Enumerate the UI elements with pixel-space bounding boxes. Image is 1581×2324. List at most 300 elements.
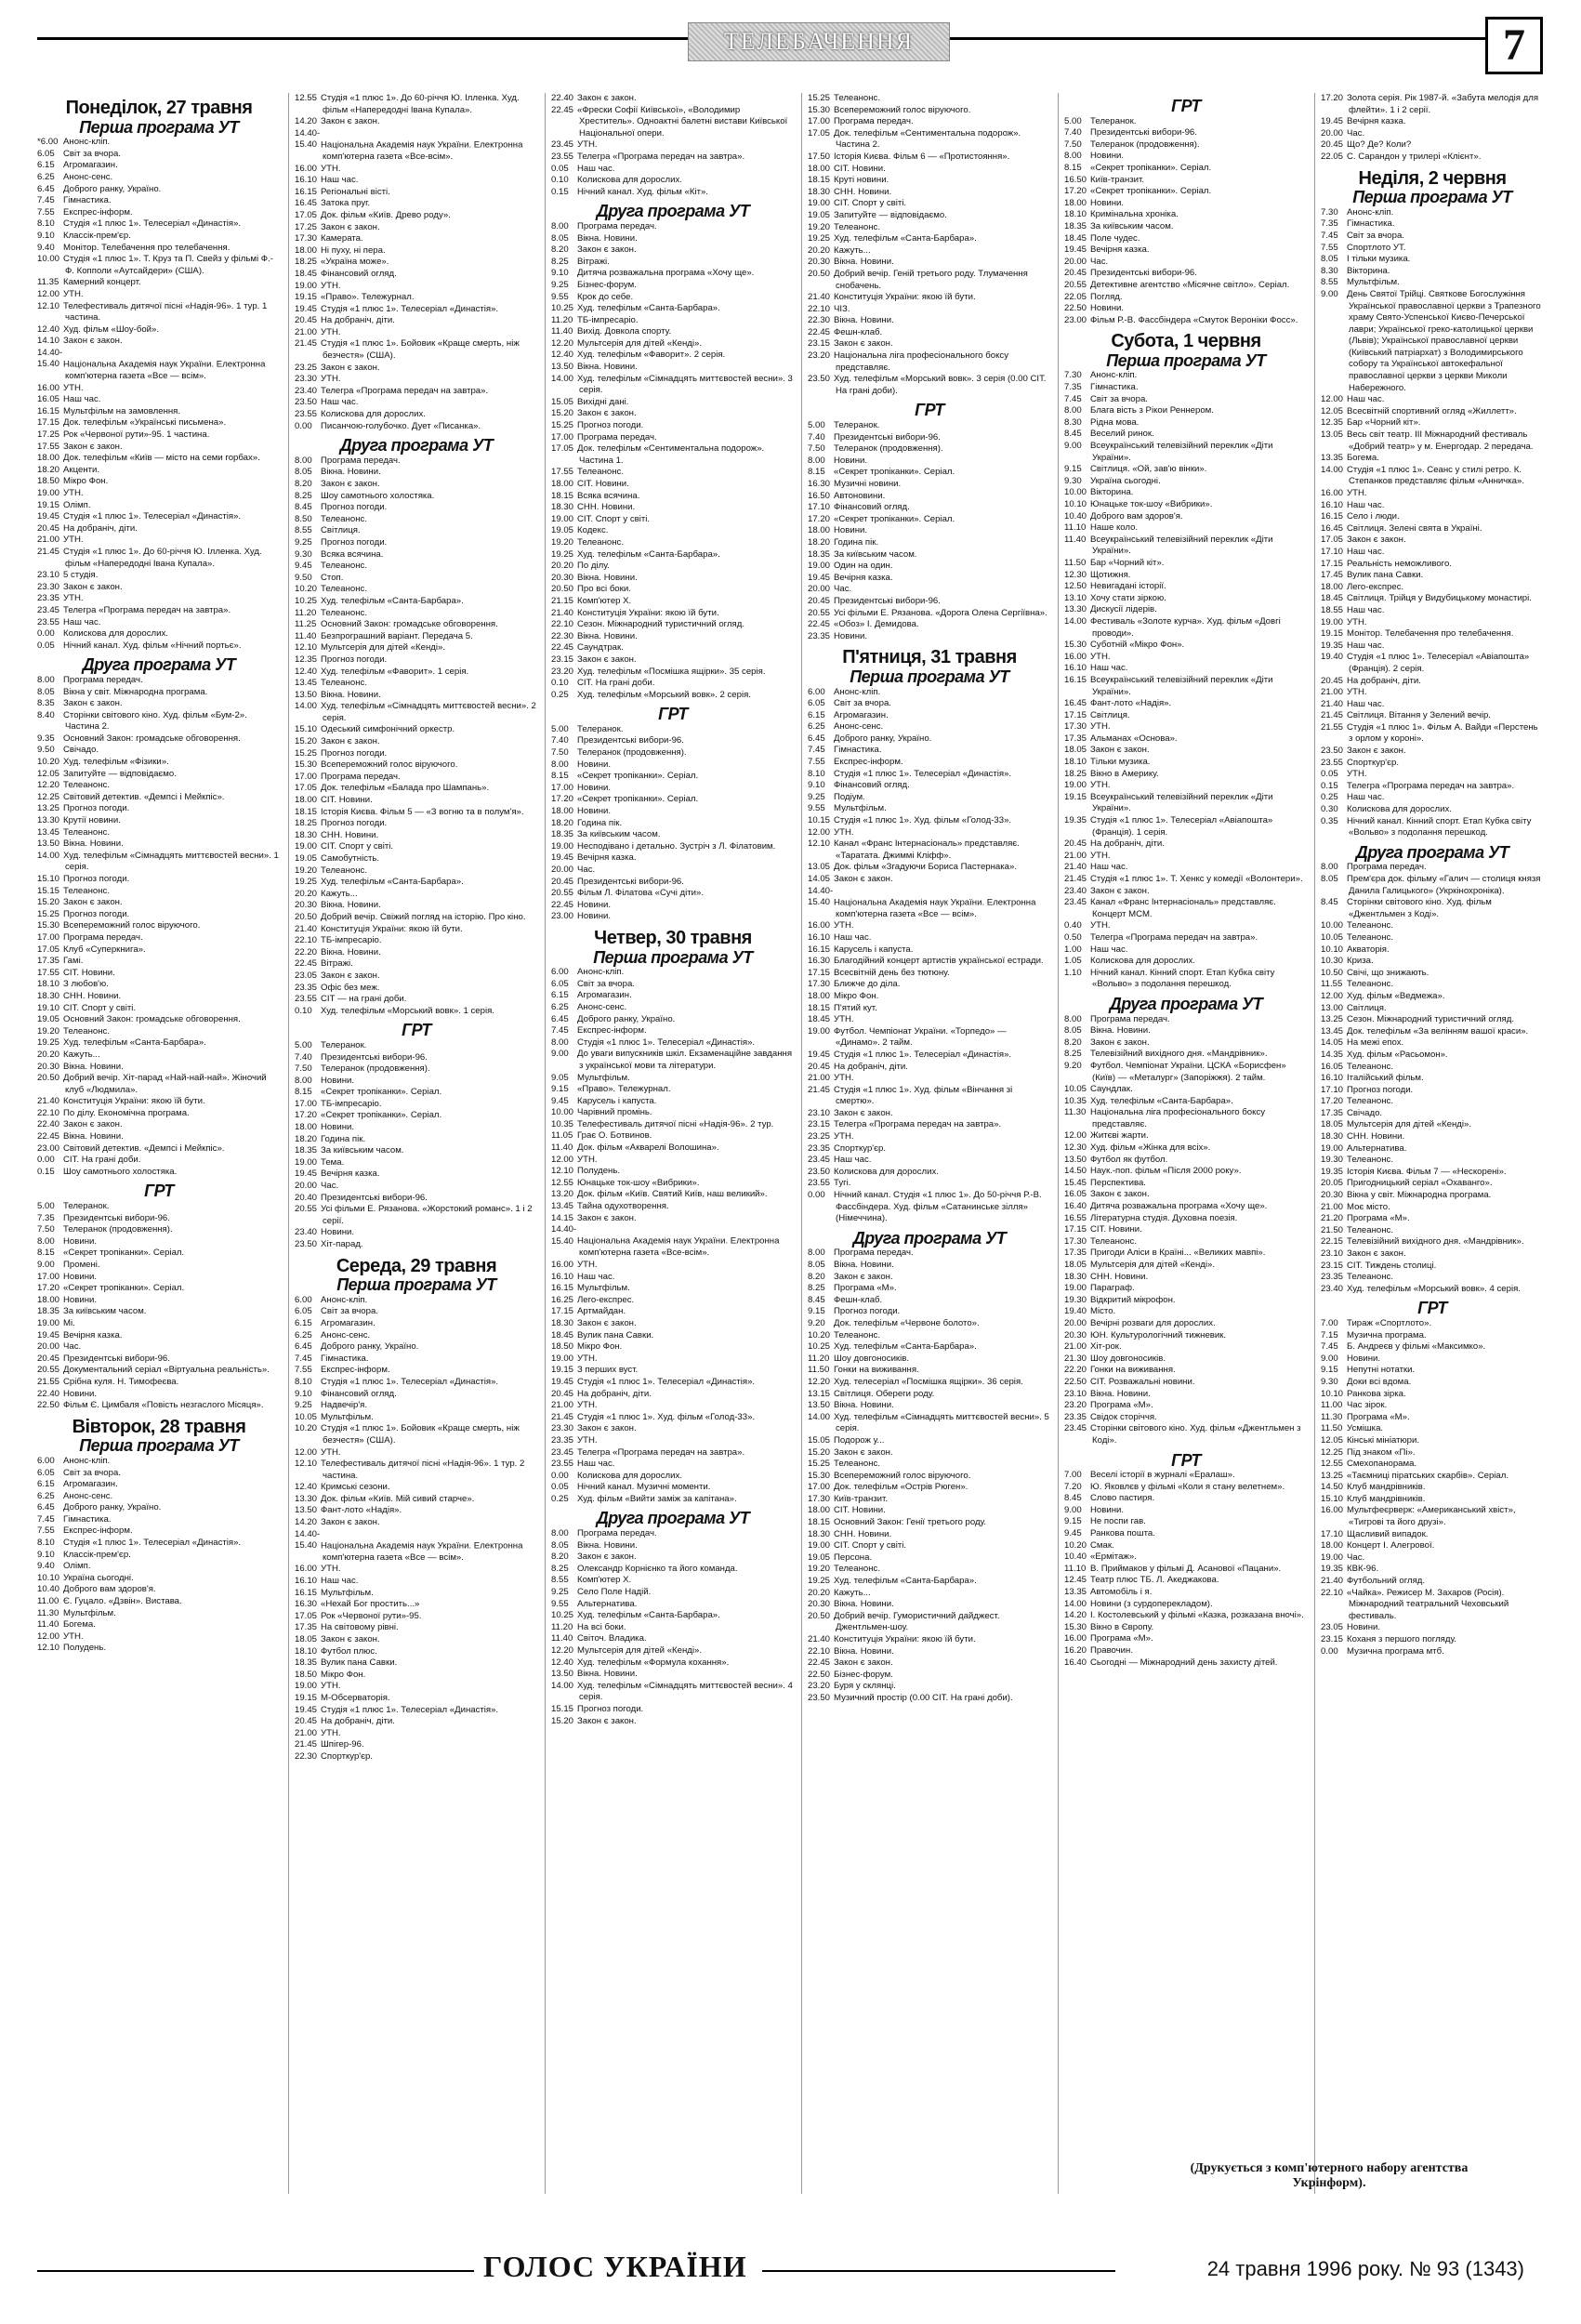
entry-title: Вікна. Новини. (321, 689, 381, 700)
entry-title: Камерний концерт. (63, 277, 141, 288)
schedule-entry (37, 172, 281, 184)
entry-title: Кажуть... (834, 244, 871, 256)
entry-time: 21.55 (1321, 721, 1344, 733)
schedule-entry (551, 408, 795, 420)
schedule-entry (37, 336, 281, 348)
schedule-entry (1064, 499, 1308, 511)
entry-time: 20.30 (808, 1599, 831, 1610)
schedule-entry (551, 1037, 795, 1050)
entry-title: Програма передач. (1090, 1013, 1170, 1024)
entry-title: Доброго ранку, Україно. (63, 183, 162, 194)
entry-time: 23.50 (1321, 746, 1344, 757)
entry-time: 16.05 (37, 394, 60, 405)
entry-time: 16.15 (1321, 511, 1344, 522)
schedule-entry (295, 807, 538, 819)
schedule-entry (1064, 1248, 1308, 1260)
schedule-entry (808, 1306, 1051, 1318)
entry-title: Анонс-сенс. (577, 1001, 627, 1012)
entry-title: Конституція України: якою їй бути. (834, 292, 976, 303)
schedule-entry (37, 488, 281, 500)
entry-title: Док. фільм «Київ. Мій сивий старче». (321, 1493, 475, 1504)
entry-title: Фільм Є. Цимбаля «Повість незгаслого Місяця». (63, 1400, 264, 1411)
schedule-entry (551, 338, 795, 350)
entry-time: 12.20 (551, 1645, 574, 1656)
schedule-entry (551, 1201, 795, 1213)
entry-time: 0.10 (551, 175, 569, 186)
schedule-entry (1064, 570, 1308, 582)
schedule-entry (295, 994, 538, 1006)
entry-title: СНН. Новини. (63, 990, 122, 1001)
entry-title: Вікно в Європу. (1090, 1621, 1154, 1632)
entry-title: Студія «1 плюс 1». Бойовик «Краще смерть, ніж безчестя» (США). (321, 1423, 520, 1446)
entry-time: 6.00 (295, 1294, 312, 1305)
entry-title: І. Костолевський у фільмі «Казка, розказана вночі». (1090, 1610, 1304, 1621)
entry-title: Закон є закон. (321, 479, 380, 489)
entry-time: 14.40-15.40 (295, 127, 321, 151)
entry-title: Програма передач. (577, 1528, 657, 1539)
schedule-entry (37, 1468, 281, 1480)
entry-time: 16.15 (551, 1283, 574, 1294)
entry-time: 15.15 (551, 1703, 574, 1714)
entry-time: 9.45 (295, 561, 312, 572)
schedule-entry (551, 1400, 795, 1412)
schedule-entry (1064, 476, 1308, 488)
entry-title: Світовий детектив. «Демпсі і Мейкпіс». (63, 1142, 225, 1154)
entry-time: 18.00 (808, 1505, 831, 1516)
entry-time: 22.10 (551, 619, 574, 630)
issue-date: 24 травня 1996 року. № 93 (1343) (1206, 2257, 1524, 2280)
entry-time: 13.25 (37, 803, 60, 814)
entry-time: 8.00 (1064, 405, 1082, 416)
entry-time: 6.15 (37, 160, 55, 171)
schedule-entry (551, 537, 795, 549)
schedule-entry (551, 1341, 795, 1353)
entry-title: УТН. (1347, 616, 1367, 627)
schedule-entry (37, 1260, 281, 1272)
entry-time: 7.35 (37, 1212, 55, 1223)
entry-time: 20.55 (808, 607, 831, 618)
entry-time: 10.30 (1321, 956, 1344, 967)
entry-time: 23.10 (1064, 1388, 1087, 1399)
schedule-entry (295, 467, 538, 479)
entry-time: 16.40 (1064, 1657, 1087, 1668)
schedule-entry (295, 1318, 538, 1330)
entry-time: 23.50 (808, 1166, 831, 1177)
entry-title: Дискусії лідерів. (1090, 604, 1157, 615)
entry-title: Прогноз погоди. (63, 874, 130, 884)
entry-title: Закон є закон. (63, 698, 123, 709)
schedule-entry (808, 432, 1051, 444)
entry-title: Наш час. (1347, 546, 1385, 557)
schedule-entry (37, 593, 281, 605)
entry-title: Наш час. (577, 1459, 615, 1470)
schedule-entry (295, 187, 538, 199)
entry-title: Офіс без меж. (321, 982, 380, 993)
entry-title: Тугі. (834, 1178, 851, 1189)
schedule-entry (808, 128, 1051, 152)
entry-time: 9.35 (37, 733, 55, 744)
entry-time: 23.50 (295, 397, 318, 408)
entry-title: УТН. (321, 1727, 341, 1738)
schedule-entry (1321, 1482, 1544, 1494)
schedule-entry (808, 944, 1051, 957)
entry-time: 10.25 (295, 595, 318, 606)
entry-title: Монітор. Телебачення про телебачення. (63, 242, 231, 253)
entry-title: Наш час. (321, 397, 359, 408)
schedule-entry (808, 210, 1051, 222)
entry-time: 8.00 (551, 759, 569, 770)
schedule-entry (808, 350, 1051, 374)
channel-heading: Друга програма УТ (596, 1509, 750, 1528)
entry-title: Камерата. (321, 233, 363, 244)
entry-title: Свічадо. (1347, 1107, 1383, 1118)
schedule-entry (1321, 746, 1544, 758)
entry-title: Наш час. (1090, 663, 1128, 674)
entry-title: Наш час. (577, 163, 615, 174)
entry-title: Худ. телефільм «Санта-Барбара». (577, 548, 720, 560)
entry-time: 16.15 (295, 1587, 318, 1598)
entry-time: 18.00 (551, 479, 574, 489)
entry-title: Футбол плюс. (321, 1645, 377, 1657)
schedule-entry (551, 1528, 795, 1540)
entry-time: 13.50 (808, 1400, 831, 1411)
entry-title: Добрий вечір. Свіжий погляд на історію. Про кіно. (321, 911, 526, 922)
entry-time: 9.00 (1321, 288, 1338, 299)
entry-title: Вікно в Америку. (1090, 768, 1159, 779)
schedule-entry (295, 1204, 538, 1227)
entry-title: Вихідні дані. (577, 396, 629, 407)
schedule-entry (551, 865, 795, 877)
entry-time: 17.00 (295, 771, 318, 782)
schedule-entry (808, 769, 1051, 781)
schedule-entry (295, 584, 538, 596)
entry-title: Закон є закон. (63, 1119, 123, 1130)
entry-title: Програма передач. (63, 931, 143, 943)
schedule-entry (1321, 406, 1544, 418)
schedule-entry (551, 187, 795, 199)
entry-title: Худ. телефільм «Морський вовк». 1 серія. (321, 1005, 494, 1016)
schedule-entry (295, 1076, 538, 1088)
schedule-entry (808, 1295, 1051, 1307)
schedule-entry (295, 1693, 538, 1705)
entry-time: 0.40 (1064, 920, 1082, 931)
schedule-entry (1321, 1236, 1544, 1248)
schedule-entry (808, 608, 1051, 620)
entry-time: 9.25 (295, 536, 312, 548)
entry-title: Телеанонс. (577, 536, 625, 548)
schedule-entry (1321, 266, 1544, 278)
schedule-entry (295, 514, 538, 526)
entry-title: Худ. телефільм «Санта-Барбара». (834, 233, 977, 244)
schedule-entry (1064, 244, 1308, 257)
entry-time: 12.05 (37, 768, 60, 779)
entry-title: Студія «1 плюс 1». Сеанс у стилі ретро. К. Степанков представляє фільм «Анничка». (1347, 464, 1524, 487)
entry-title: Музичні новини. (834, 479, 902, 489)
entry-title: Вікна. Новини. (577, 232, 638, 244)
entry-time: 8.20 (295, 479, 312, 489)
entry-title: Колискова для дорослих. (321, 409, 426, 420)
entry-time: 6.05 (295, 1306, 312, 1317)
entry-time: 18.00 (1321, 1540, 1344, 1552)
schedule-entry (37, 570, 281, 582)
entry-title: Світлиця. Трійця у Видубицькому монастирі. (1347, 593, 1532, 604)
entry-time: 11.40 (1064, 534, 1087, 545)
entry-title: Закон є закон. (834, 338, 893, 350)
entry-time: 17.35 (1064, 733, 1087, 744)
schedule-entry (37, 838, 281, 851)
entry-title: Що? Де? Коли? (1347, 139, 1412, 151)
schedule-entry (295, 525, 538, 537)
entry-title: Щасливий випадок. (1347, 1528, 1429, 1539)
day-heading: Середа, 29 травня (336, 1255, 497, 1276)
entry-time: 20.05 (1321, 1178, 1344, 1189)
schedule-entry (37, 383, 281, 395)
entry-time: 22.50 (37, 1400, 60, 1411)
entry-title: Худ. телефільм «Морський вовк». 3 серія (0.00 СІТ. На грані доби). (834, 374, 1047, 396)
entry-time: 8.00 (1064, 1013, 1082, 1024)
schedule-entry (295, 1681, 538, 1693)
entry-title: Чарівний промінь. (577, 1107, 652, 1118)
entry-title: Мультфільм на замовлення. (63, 405, 181, 416)
schedule-entry (37, 944, 281, 957)
entry-time: 19.05 (808, 1552, 831, 1563)
schedule-entry (551, 1610, 795, 1622)
entry-time: 23.45 (808, 1155, 831, 1166)
entry-title: УТН. (63, 593, 84, 604)
entry-time: 10.35 (551, 1118, 574, 1129)
entry-title: Блага вість з Рікои Реннером. (1090, 405, 1214, 416)
entry-time: 15.05 (808, 1434, 831, 1446)
entry-time: 8.00 (808, 455, 825, 466)
schedule-entry (37, 733, 281, 746)
schedule-entry (295, 1110, 538, 1122)
entry-title: Вітражі. (321, 958, 353, 970)
schedule-entry (1064, 1645, 1308, 1657)
entry-time: 17.00 (37, 1271, 60, 1282)
entry-title: Мультсерія для дітей «Кенді». (577, 1645, 702, 1656)
schedule-entry (1064, 127, 1308, 139)
schedule-entry (551, 619, 795, 631)
schedule-entry (808, 721, 1051, 733)
schedule-entry (37, 1631, 281, 1644)
day-heading: Неділя, 2 червня (1358, 167, 1507, 189)
entry-time: 13.45 (1321, 1025, 1344, 1037)
schedule-entry (808, 733, 1051, 746)
entry-title: Програма передач. (321, 455, 401, 466)
schedule-entry (1321, 1588, 1544, 1623)
entry-time: 15.10 (295, 724, 318, 735)
channel-heading: Перша програма УТ (1106, 350, 1266, 370)
entry-title: Прогноз погоди. (321, 818, 388, 829)
entry-time: 0.05 (551, 163, 569, 174)
entry-time: 14.50 (1064, 1166, 1087, 1177)
schedule-entry (1064, 733, 1308, 746)
entry-time: 10.40 (37, 1584, 60, 1595)
schedule-entry (295, 1330, 538, 1342)
schedule-entry (295, 1564, 538, 1576)
entry-time: 13.25 (1321, 1470, 1344, 1481)
entry-time: 11.35 (37, 277, 59, 288)
entry-time: 7.30 (1064, 370, 1082, 381)
schedule-entry (1321, 1564, 1544, 1576)
entry-time: 7.00 (1064, 1470, 1082, 1481)
schedule-entry (551, 1260, 795, 1272)
schedule-entry (37, 1596, 281, 1608)
schedule-entry (1064, 1224, 1308, 1236)
entry-time: 22.30 (551, 630, 574, 641)
entry-time: 21.40 (37, 1096, 60, 1107)
entry-time: 19.20 (295, 865, 318, 876)
footer-rule-left (37, 2270, 474, 2272)
entry-time: 17.35 (1064, 1248, 1087, 1259)
entry-time: 9.50 (295, 572, 312, 583)
schedule-entry (808, 710, 1051, 722)
entry-title: Мультфільм. (63, 1607, 116, 1618)
schedule-entry (295, 292, 538, 304)
schedule-entry (295, 257, 538, 269)
schedule-entry (295, 374, 538, 386)
entry-title: Мультсерія для дітей «Кенді». (577, 337, 702, 349)
entry-title: Худ. фільм «Ведмежа». (1347, 990, 1445, 1001)
entry-title: Комп'ютер Х. (577, 1575, 632, 1586)
entry-title: Закон є закон. (63, 336, 123, 347)
entry-title: Вікна. Новини. (834, 315, 894, 326)
schedule-entry (295, 1716, 538, 1728)
entry-title: Студія «1 плюс 1». Бойовик «Краще смерть, ніж безчестя» (США). (321, 338, 520, 362)
entry-time: 8.25 (551, 1563, 569, 1574)
channel-heading: Друга програма УТ (596, 202, 750, 221)
entry-title: Мультфільм. (321, 1411, 374, 1422)
entry-time: 1.00 (1064, 944, 1082, 955)
entry-title: УТН. (321, 280, 341, 291)
entry-time: 15.30 (808, 104, 831, 115)
schedule-entry (1064, 1657, 1308, 1670)
entry-title: На добраніч, діти. (1090, 838, 1165, 850)
schedule-entry (1321, 1576, 1544, 1588)
entry-time: 20.30 (551, 572, 574, 583)
entry-time: 9.00 (1064, 441, 1082, 452)
entry-time: 16.00 (295, 1564, 318, 1575)
schedule-entry (808, 315, 1051, 327)
schedule-entry (1064, 417, 1308, 429)
entry-title: Студія «1 плюс 1». Худ. фільм «Вінчання зі смертю». (834, 1084, 1013, 1107)
schedule-entry (295, 537, 538, 549)
entry-time: 22.40 (37, 1119, 60, 1130)
entry-time: 16.50 (1064, 174, 1087, 185)
schedule-entry (295, 701, 538, 724)
schedule-entry (1064, 769, 1308, 781)
schedule-entry (37, 815, 281, 827)
schedule-entry (1321, 139, 1544, 152)
entry-title: Основний Закон: громадське обговорення. (63, 733, 241, 744)
entry-title: Телеранок (продовження). (1090, 139, 1200, 150)
entry-time: 20.55 (37, 1365, 60, 1376)
entry-title: Телеанонс. (63, 780, 111, 791)
entry-time: 18.35 (37, 1306, 60, 1317)
schedule-entry (1321, 1085, 1544, 1097)
entry-title: На добраніч, діти. (1347, 675, 1421, 686)
entry-title: Телеанонс. (321, 513, 368, 524)
entry-title: Олімп. (63, 499, 91, 510)
entry-title: СНН. Новини. (1347, 1131, 1405, 1142)
entry-title: Автомобіль і я. (1090, 1587, 1153, 1598)
entry-time: 0.00 (295, 420, 312, 431)
entry-title: Закон є закон. (834, 1271, 893, 1282)
entry-title: Запитуйте — відповідаємо. (63, 768, 177, 779)
entry-title: Світ за вчора. (63, 148, 121, 159)
schedule-entry (1321, 874, 1544, 897)
entry-time: 8.10 (808, 768, 825, 779)
entry-title: Під знаком «Пі». (1347, 1446, 1416, 1458)
entry-title: Місто. (1090, 1306, 1116, 1317)
schedule-entry (1321, 968, 1544, 980)
entry-title: Шпігер-96. (321, 1739, 364, 1750)
schedule-entry (551, 584, 795, 596)
schedule-entry (551, 900, 795, 912)
schedule-entry (1064, 1014, 1308, 1026)
schedule-entry (808, 1517, 1051, 1529)
entry-time: 6.15 (551, 990, 569, 1001)
schedule-entry (1064, 698, 1308, 710)
schedule-entry (37, 1283, 281, 1295)
entry-time: 19.00 (1321, 616, 1344, 627)
schedule-entry (1321, 394, 1544, 406)
schedule-entry (551, 152, 795, 164)
schedule-entry (808, 292, 1051, 304)
entry-title: Телеанонс. (63, 826, 111, 838)
entry-time: 7.50 (551, 747, 569, 759)
entry-title: Дитяча розважальна програма «Хочу ще». (1090, 1201, 1268, 1212)
entry-time: 20.00 (1321, 127, 1344, 139)
entry-title: Нічний канал. Худ. фільм «Нічний портьє». (63, 640, 242, 651)
entry-time: 20.50 (295, 911, 318, 922)
schedule-entry (1064, 1482, 1308, 1494)
schedule-entry (551, 771, 795, 783)
entry-title: «Ермітаж». (1090, 1552, 1137, 1563)
entry-time: 14.40-15.40 (37, 347, 63, 370)
entry-time: 18.10 (1064, 757, 1087, 768)
entry-time: 18.10 (1064, 209, 1087, 220)
entry-time: 19.00 (1064, 1283, 1087, 1294)
entry-title: І тільки музика. (1347, 254, 1411, 265)
entry-time: 11.40 (295, 630, 317, 641)
schedule-entry (1321, 897, 1544, 920)
entry-title: Наш час. (834, 1155, 872, 1166)
entry-title: Всяка всячина. (321, 548, 384, 560)
entry-time: 9.00 (1064, 1504, 1082, 1515)
schedule-entry (295, 1447, 538, 1459)
schedule-entry (1321, 628, 1544, 640)
schedule-entry (1064, 382, 1308, 394)
schedule-entry (1064, 1353, 1308, 1366)
entry-time: 14.00 (808, 1411, 831, 1422)
entry-title: Конституція України: якою їй бути. (321, 923, 463, 934)
entry-title: Національна Академія наук України. Електронна комп'ютерна газета «Все — всім». (321, 1540, 523, 1563)
entry-time: 22.10 (808, 303, 831, 314)
entry-time: 15.05 (551, 396, 574, 407)
entry-time: 8.10 (295, 1376, 312, 1387)
schedule-entry (37, 277, 281, 289)
schedule-entry (551, 1447, 795, 1459)
schedule-entry (295, 912, 538, 924)
column-6 (1314, 93, 1544, 2194)
entry-title: За київським часом. (321, 1145, 404, 1156)
schedule-entry (1064, 604, 1308, 616)
entry-title: Полудень. (63, 1643, 106, 1654)
entry-title: Телефестиваль дитячої пісні «Надія-96». 1 тур. 2 частина. (321, 1459, 525, 1481)
entry-time: 16.00 (1064, 1633, 1087, 1644)
entry-title: Рідна мова. (1090, 416, 1140, 428)
